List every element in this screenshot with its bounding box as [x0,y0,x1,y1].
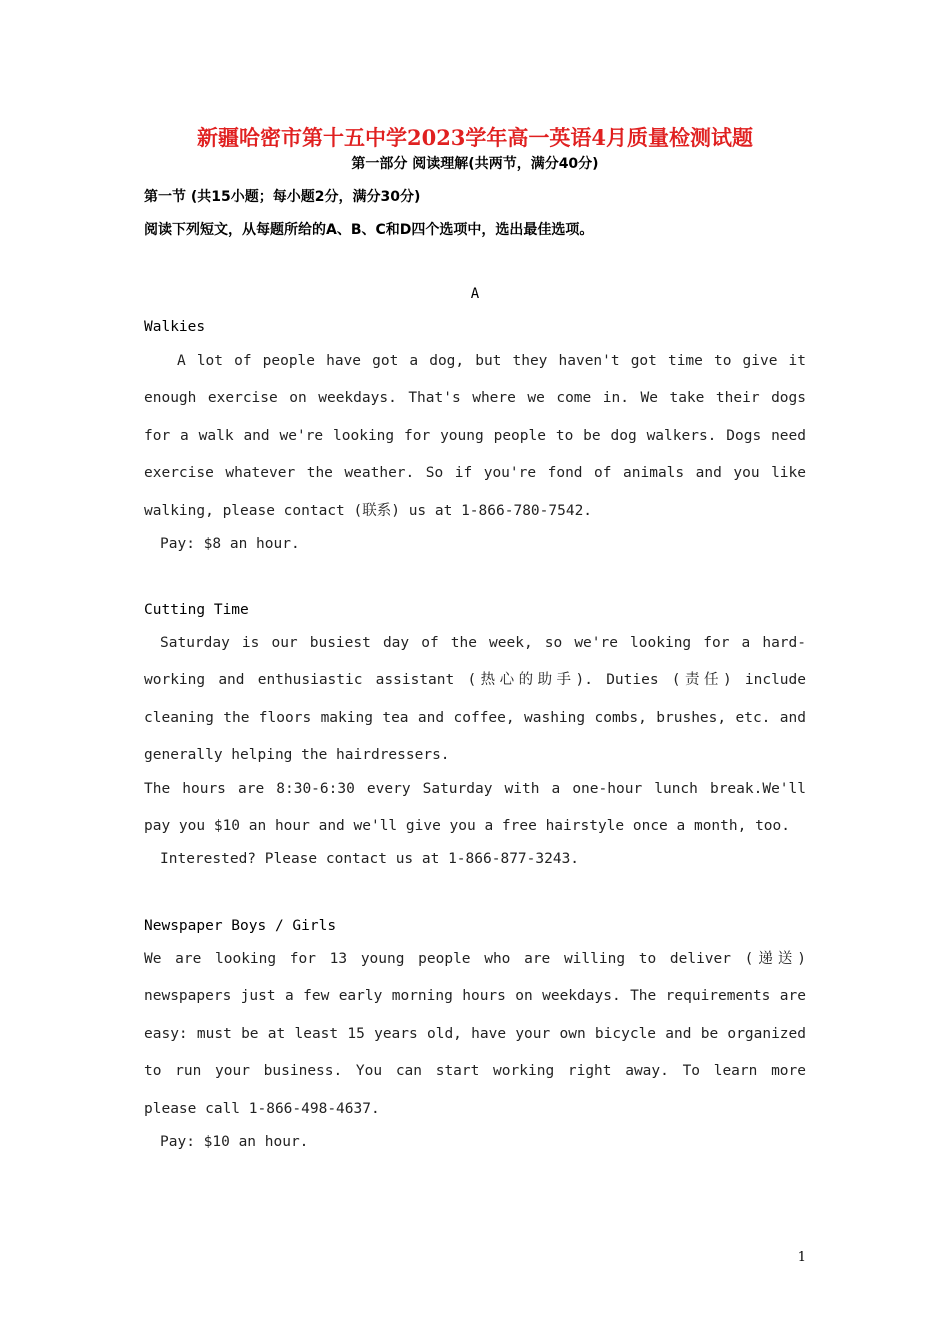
ad-body-walkies: A lot of people have got a dog, but they haven't got time to give it enough exercise on weekdays. That's where we come in. We take their dogs for a walk and we're looking for young people to be dog walkers. Dogs need exercise whatever the weather. So if you're fond of animals and you like walking, please contact (联系) us at 1-866-780-7542. [144,353,806,519]
passage-letter: A [470,286,480,302]
page-number: 1 [797,1250,806,1265]
ad-hours-cutting-time: The hours are 8:30-6:30 every Saturday with a one-hour lunch break.We'll pay you $10 an hour and we'll give you a free hairstyle once a month, too. [144,781,806,835]
ad-title-cutting-time: Cutting Time [144,602,249,618]
section-label: 第一节 (共15小题；每小题2分，满分30分) [144,189,421,205]
ad-title-newspaper: Newspaper Boys / Girls [144,918,337,934]
ad-body-newspaper: We are looking for 13 young people who are willing to deliver (递送) newspapers just a few early morning hours on weekdays. The requirements are easy: must be at least 15 years old, have your own bicycle and be organized to run your business. You can start working right away. To learn more please call 1-866-498-4637. [144,951,806,1117]
part-subtitle: 第一部分 阅读理解(共两节，满分40分) [351,156,599,172]
ad-title-walkies: Walkies [144,319,206,335]
exam-title: 新疆哈密市第十五中学2023学年高一英语4月质量检测试题 [196,125,754,150]
ad-contact-cutting-time: Interested? Please contact us at 1-866-877-3243. [160,851,580,867]
ad-pay-walkies: Pay: $8 an hour. [160,536,300,552]
section-instruction: 阅读下列短文，从每题所给的A、B、C和D四个选项中，选出最佳选项。 [144,222,594,238]
ad-body-cutting-time: Saturday is our busiest day of the week, so we're looking for a hard-working and enthusiastic assistant (热心的助手). Duties (责任) include cleaning the floors making tea and coffee, washing combs, brushes, etc. and generally helping the hairdressers. [144,635,806,764]
ad-pay-newspaper: Pay: $10 an hour. [160,1134,309,1150]
